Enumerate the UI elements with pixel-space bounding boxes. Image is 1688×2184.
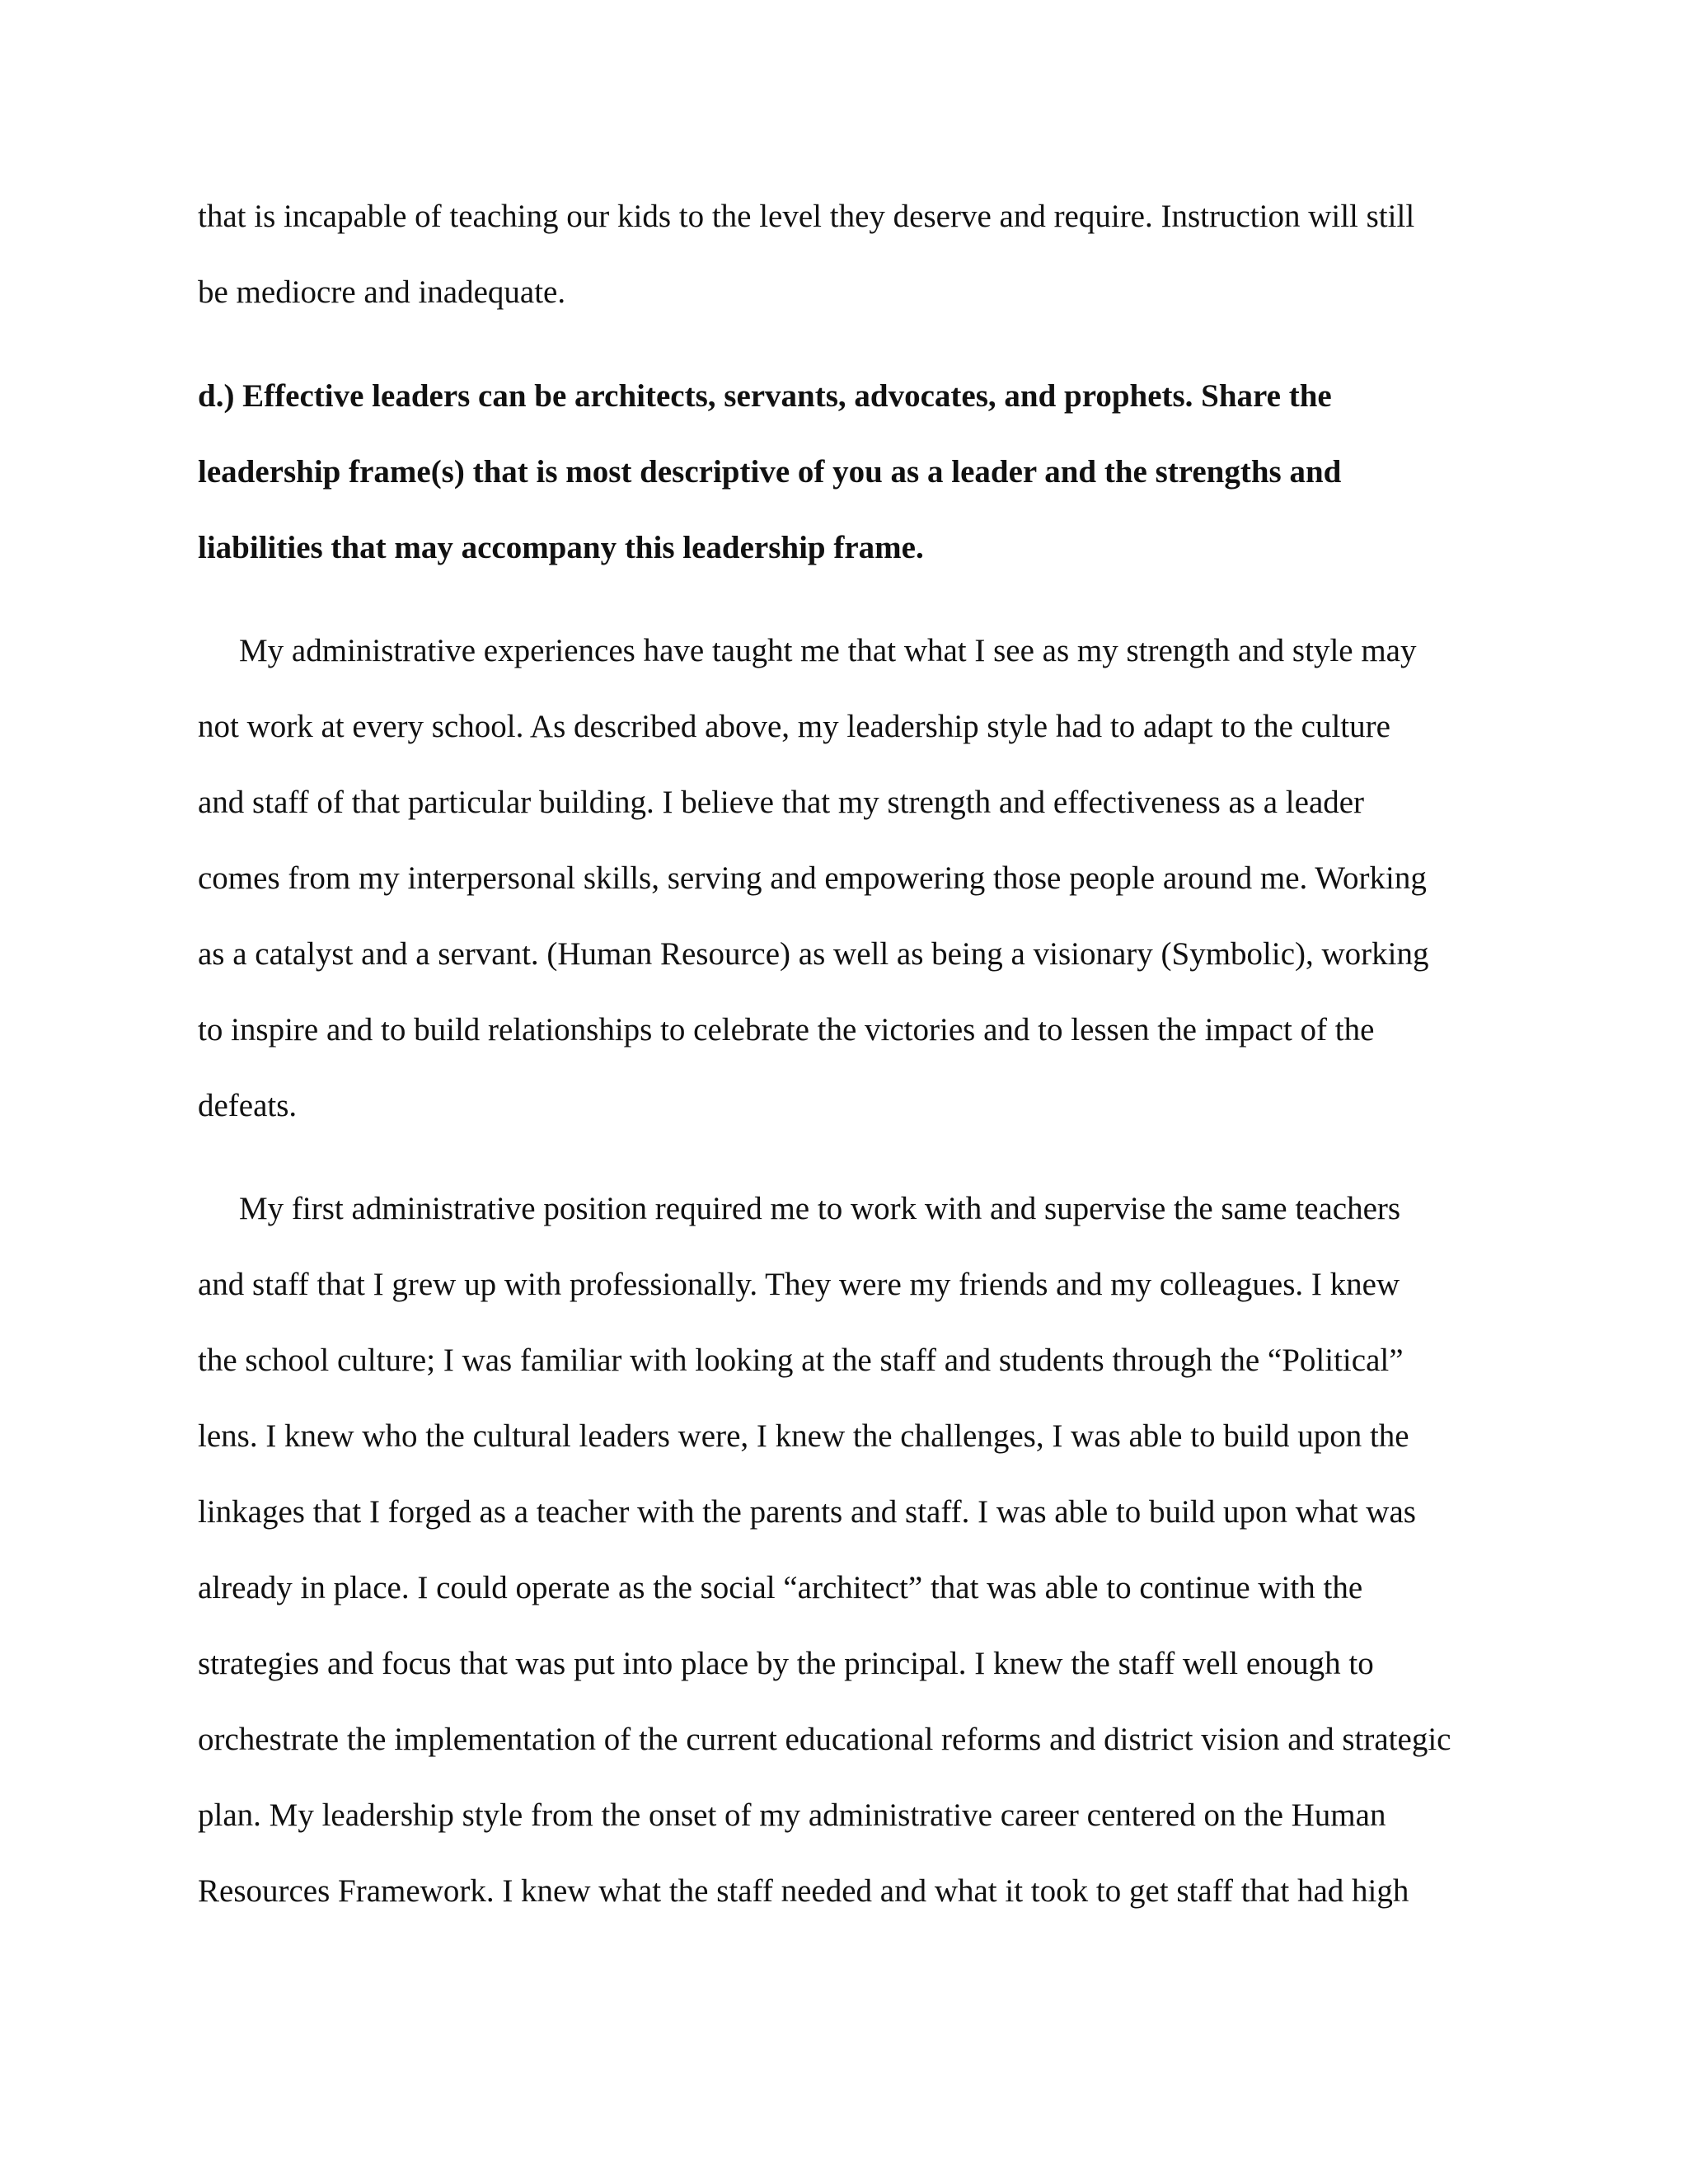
paragraph-line: linkages that I forged as a teacher with the parents and staff. I was able to build upon what was (198, 1494, 1416, 1530)
paragraph-line: and staff that I grew up with professionally. They were my friends and my colleagues. I knew (198, 1267, 1400, 1302)
question-heading-line: d.) Effective leaders can be architects, servants, advocates, and prophets. Share the (198, 378, 1332, 414)
paragraph-line: not work at every school. As described above, my leadership style had to adapt to the culture (198, 709, 1390, 744)
paragraph-line: already in place. I could operate as the social “architect” that was able to continue with the (198, 1570, 1363, 1605)
paragraph-line: comes from my interpersonal skills, serving and empowering those people around me. Working (198, 860, 1427, 896)
paragraph-line: My administrative experiences have taught me that what I see as my strength and style may (239, 633, 1417, 668)
question-heading-line: liabilities that may accompany this leadership frame. (198, 530, 924, 565)
paragraph-line: as a catalyst and a servant. (Human Resource) as well as being a visionary (Symbolic), working (198, 936, 1429, 972)
text-line: that is incapable of teaching our kids to the level they deserve and require. Instruction will still (198, 199, 1415, 234)
question-heading-line: leadership frame(s) that is most descriptive of you as a leader and the strengths and (198, 454, 1342, 490)
text-line: be mediocre and inadequate. (198, 274, 566, 310)
paragraph-line: defeats. (198, 1088, 298, 1123)
paragraph-line: Resources Framework. I knew what the staff needed and what it took to get staff that had high (198, 1873, 1409, 1909)
paragraph-line: strategies and focus that was put into place by the principal. I knew the staff well enough to (198, 1646, 1374, 1681)
paragraph-line: orchestrate the implementation of the current educational reforms and district vision and strategic (198, 1722, 1451, 1757)
paragraph-line: lens. I knew who the cultural leaders were, I knew the challenges, I was able to build upon the (198, 1418, 1409, 1454)
paragraph-line: plan. My leadership style from the onset of my administrative career centered on the Human (198, 1797, 1386, 1833)
paragraph-line: and staff of that particular building. I believe that my strength and effectiveness as a leader (198, 785, 1365, 820)
paragraph-line: My first administrative position required me to work with and supervise the same teachers (239, 1191, 1401, 1226)
paragraph-line: to inspire and to build relationships to celebrate the victories and to lessen the impact of the (198, 1012, 1375, 1047)
paragraph-line: the school culture; I was familiar with looking at the staff and students through the “Political” (198, 1343, 1404, 1378)
